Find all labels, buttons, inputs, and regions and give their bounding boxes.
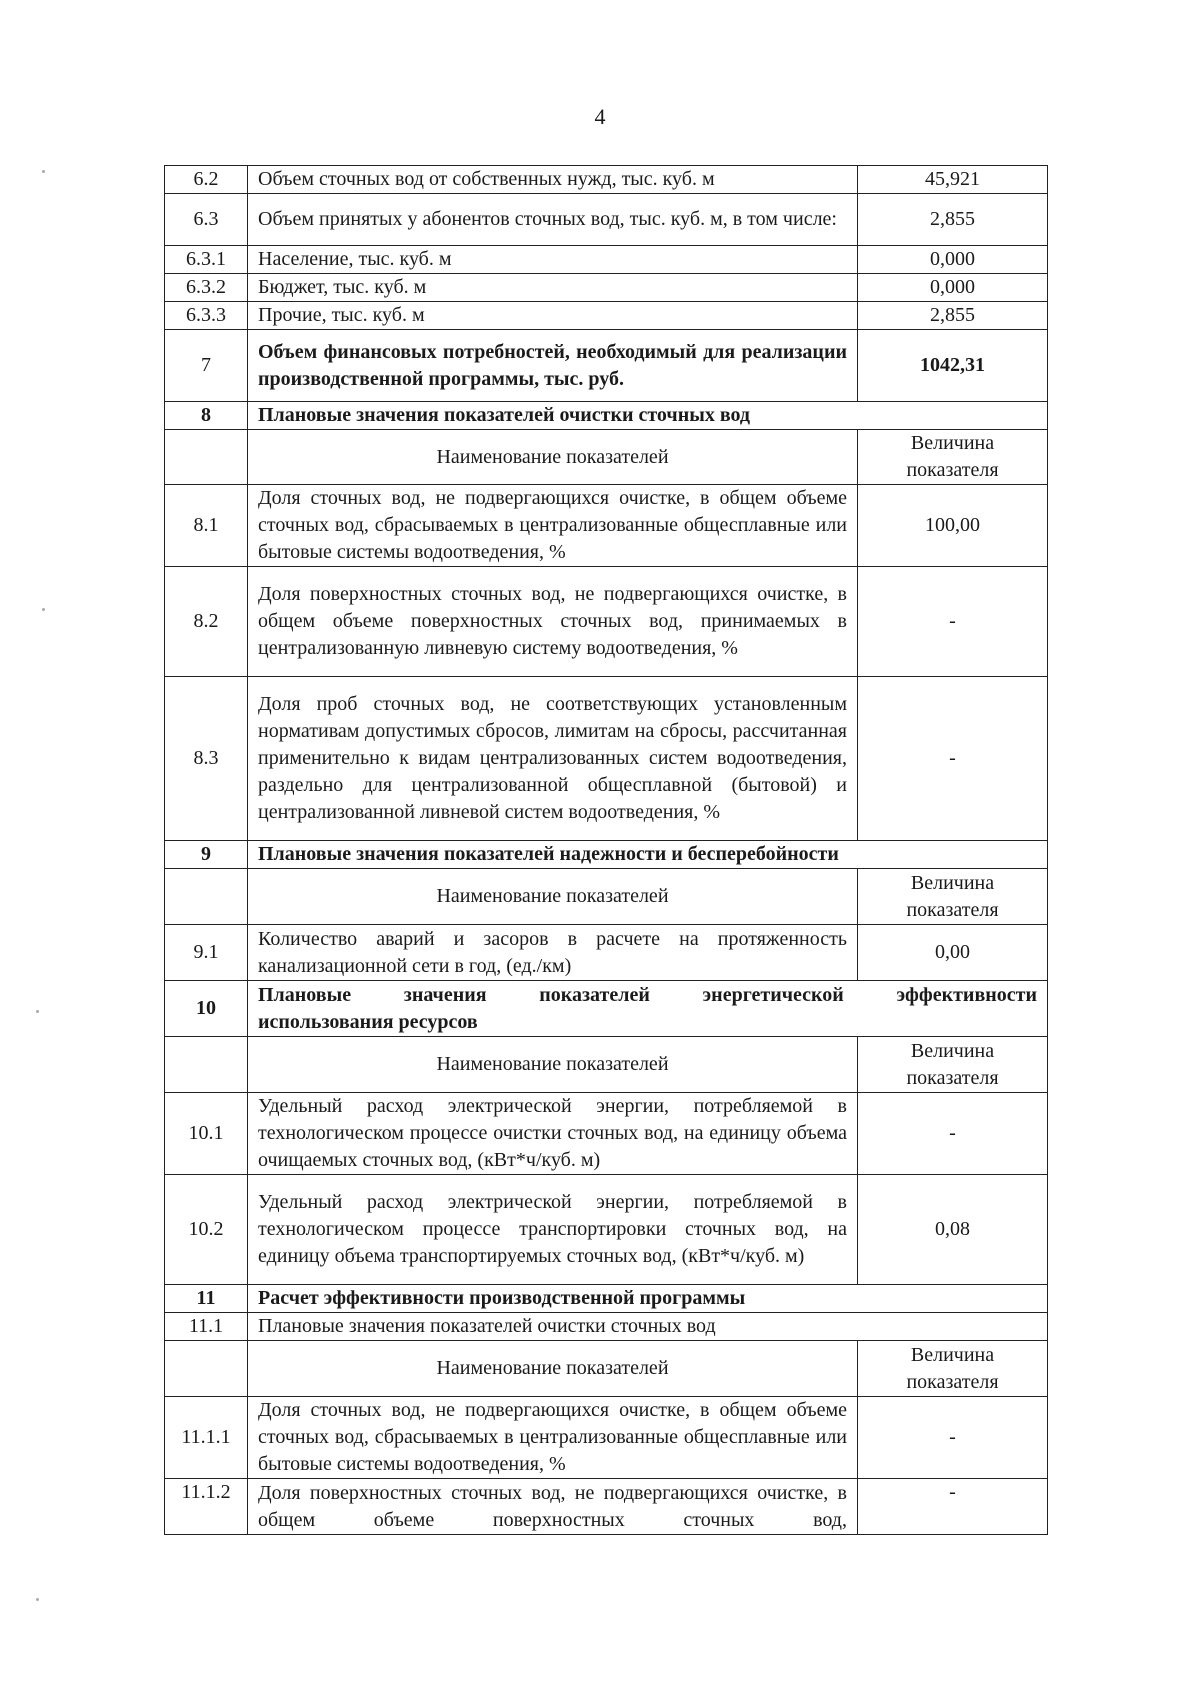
section-title: Плановые значения показателей очистки сточных вод [248,402,1048,430]
row-number: 11.1.2 [165,1479,248,1535]
row-number: 11.1 [165,1313,248,1341]
row-value: - [858,567,1048,677]
row-text: Плановые значения показателей очистки сточных вод [248,1313,1048,1341]
section-number: 8 [165,402,248,430]
section-title [248,981,1048,1037]
table-row [165,485,1048,567]
scan-speck [42,170,45,173]
row-text: Доля проб сточных вод, не соответствующих установленным нормативам допустимых сбросов, лимитам на сбросы, рассчитанная применительно к видам централизованных систем водоотведения, раздельно для централизованной общесплавной (бытовой) и централизованной ливневой систем водоотведения, % [248,677,858,841]
table-row [165,1397,1048,1479]
row-number: 9.1 [165,925,248,981]
row-value: 100,00 [858,485,1048,567]
column-header-name: Наименование показателей [248,869,858,925]
row-text: Объем принятых у абонентов сточных вод, тыс. куб. м, в том числе: [248,194,858,246]
row-number: 6.3 [165,194,248,246]
row-text: Объем сточных вод от собственных нужд, тыс. куб. м [248,166,858,194]
section-row [165,1285,1048,1313]
table-row [165,1093,1048,1175]
row-number: 6.2 [165,166,248,194]
table-row [165,194,1048,246]
section-title: Плановые значения показателей надежности и бесперебойности [248,841,1048,869]
header-row [165,1341,1048,1397]
table-row [165,246,1048,274]
section-number: 10 [165,981,248,1037]
empty-cell [165,1037,248,1093]
row-number: 8.1 [165,485,248,567]
indicators-table [164,165,1048,1535]
column-header-name: Наименование показателей [248,1341,858,1397]
row-number: 10.1 [165,1093,248,1175]
column-header-value: Величина показателя [858,869,1048,925]
row-text: Прочие, тыс. куб. м [248,302,858,330]
header-row [165,869,1048,925]
row-number: 6.3.1 [165,246,248,274]
section-number: 9 [165,841,248,869]
header-row [165,1037,1048,1093]
table-row [165,302,1048,330]
table-row [165,925,1048,981]
row-value: 0,000 [858,274,1048,302]
subsection-row [165,1313,1048,1341]
table-row [165,677,1048,841]
section-title-line: использования ресурсов [258,1010,478,1033]
table-row [165,567,1048,677]
row-value: - [858,677,1048,841]
row-text: Доля поверхностных сточных вод, не подвергающихся очистке, в общем объеме поверхностных сточных вод, [248,1479,858,1535]
row-text: Доля сточных вод, не подвергающихся очистке, в общем объеме сточных вод, сбрасываемых в централизованные общесплавные или бытовые системы водоотведения, % [248,1397,858,1479]
table-row [165,1175,1048,1285]
row-number: 7 [165,330,248,402]
row-value: 0,08 [858,1175,1048,1285]
empty-cell [165,869,248,925]
row-value: - [858,1397,1048,1479]
table-row [165,330,1048,402]
column-header-name: Наименование показателей [248,1037,858,1093]
section-row [165,981,1048,1037]
row-text: Доля поверхностных сточных вод, не подвергающихся очистке, в общем объеме поверхностных сточных вод, принимаемых в централизованную ливневую систему водоотведения, % [248,567,858,677]
scan-speck [36,1010,39,1013]
row-number: 11.1.1 [165,1397,248,1479]
page-number: 4 [594,104,606,129]
column-header-value: Величина показателя [858,1341,1048,1397]
column-header-value: Величина показателя [858,1037,1048,1093]
section-number: 11 [165,1285,248,1313]
row-text: Доля сточных вод, не подвергающихся очистке, в общем объеме сточных вод, сбрасываемых в централизованные общесплавные или бытовые системы водоотведения, % [248,485,858,567]
row-text: Удельный расход электрической энергии, потребляемой в технологическом процессе транспортировки сточных вод, на единицу объема транспортируемых сточных вод, (кВт*ч/куб. м) [248,1175,858,1285]
column-header-value: Величина показателя [858,430,1048,485]
empty-cell [165,1341,248,1397]
row-number: 10.2 [165,1175,248,1285]
empty-cell [165,430,248,485]
row-number: 8.2 [165,567,248,677]
row-value: 1042,31 [858,330,1048,402]
scan-speck [42,608,45,611]
section-title-line: Плановые значения показателей энергетической эффективности [258,983,1037,1006]
row-number: 6.3.3 [165,302,248,330]
row-number: 6.3.2 [165,274,248,302]
table-row [165,274,1048,302]
section-row [165,841,1048,869]
row-value: 0,000 [858,246,1048,274]
header-row [165,430,1048,485]
row-text: Удельный расход электрической энергии, потребляемой в технологическом процессе очистки сточных вод, на единицу объема очищаемых сточных вод, (кВт*ч/куб. м) [248,1093,858,1175]
scan-speck [36,1598,39,1601]
table-row [165,166,1048,194]
row-value: 2,855 [858,302,1048,330]
table-row [165,1479,1048,1535]
column-header-name: Наименование показателей [248,430,858,485]
row-value: - [858,1093,1048,1175]
row-value: 0,00 [858,925,1048,981]
row-value: - [858,1479,1048,1535]
row-number: 8.3 [165,677,248,841]
section-title: Расчет эффективности производственной программы [248,1285,1048,1313]
row-text: Объем финансовых потребностей, необходимый для реализации производственной программы, тыс. руб. [248,330,858,402]
row-text: Население, тыс. куб. м [248,246,858,274]
row-value: 45,921 [858,166,1048,194]
section-row [165,402,1048,430]
row-value: 2,855 [858,194,1048,246]
row-text: Бюджет, тыс. куб. м [248,274,858,302]
row-text: Количество аварий и засоров в расчете на протяженность канализационной сети в год, (ед./км) [248,925,858,981]
